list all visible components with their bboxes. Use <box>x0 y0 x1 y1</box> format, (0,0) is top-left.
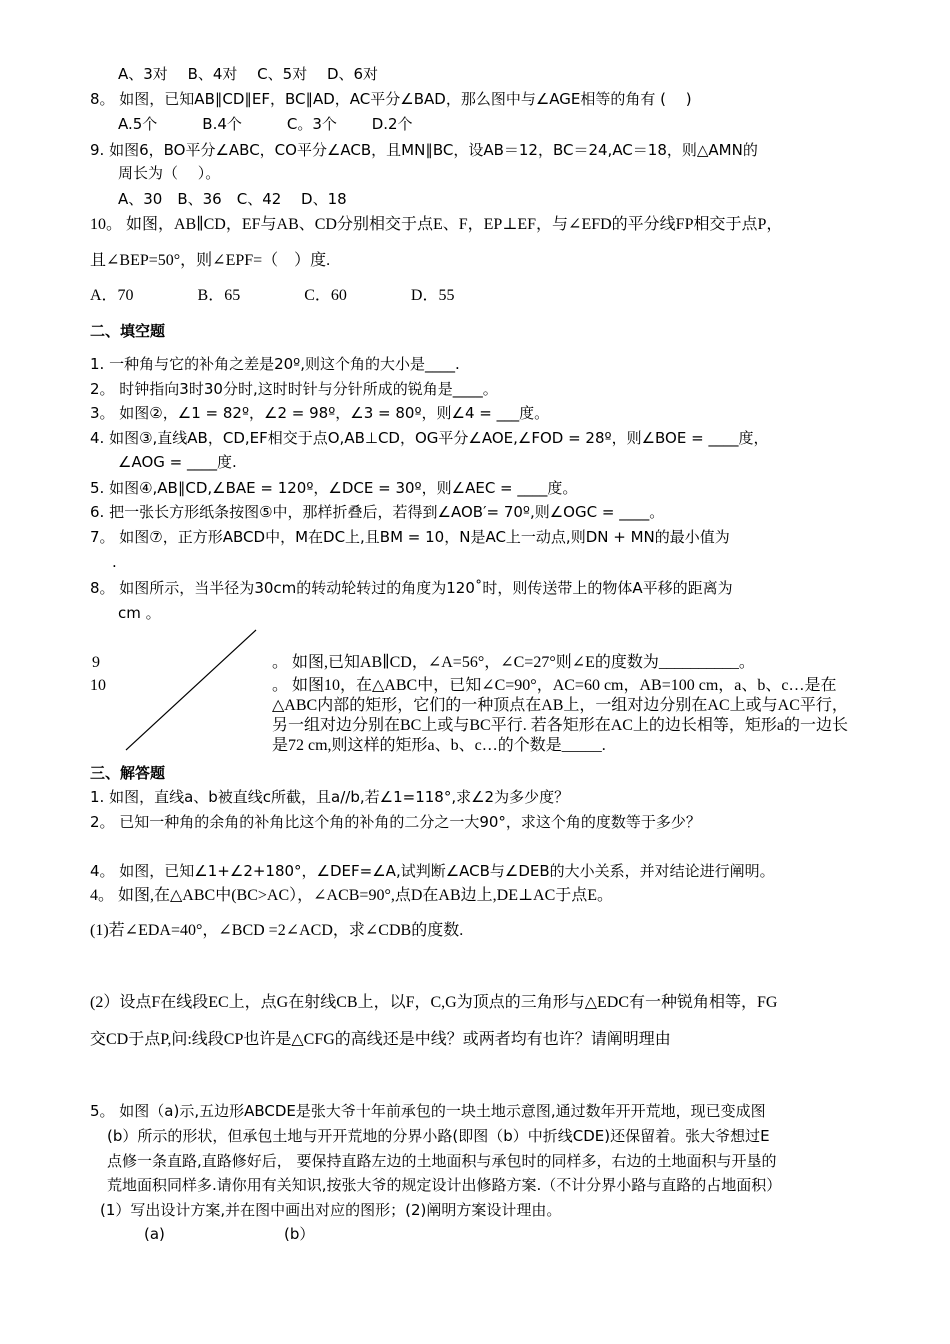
question-10-cont: 且∠BEP=50°，则∠EPF=（ ）度. <box>90 252 331 269</box>
fill-5: 5. 如图④,AB∥CD,∠BAE = 120º，∠DCE = 30º，则∠AEC = ____度。 <box>90 479 578 497</box>
fill-10-number: 10 <box>90 677 106 694</box>
answer-4b-part2: (2）设点F在线段EC上，点G在射线CB上，以F，C,G为顶点的三角形与△EDC有一种锐角相等，FG <box>90 994 778 1011</box>
figure-b-label: (b） <box>284 1225 315 1243</box>
fill-10: 。 如图10，在△ABC中，已知∠C=90°，AC=60 cm，AB=100 cm，a、b、c…是在△ABC内部的矩形，它们的一种顶点在AB上，一组对边分别在AC上或与AC平行，另一组对边分别在BC上或与BC平行. 若各矩形在AC上的边长相等，矩形a的一边长是72 cm,则这样的矩形a、b、c…的个数是_____. <box>272 677 849 754</box>
section-answer-title: 三、解答题 <box>90 764 166 782</box>
fill-9: 。 如图,已知AB∥CD，∠A=56°，∠C=27°则∠E的度数为__________。 <box>272 654 755 671</box>
fill-7-cont: . <box>112 553 117 571</box>
answer-5-line5: (1）写出设计方案,并在图中画出对应的图形；(2)阐明方案设计理由。 <box>100 1201 562 1219</box>
question-9-cont: 周长为（ ）。 <box>118 164 221 182</box>
fill-3: 3。 如图②，∠1 = 82º，∠2 = 98º，∠3 = 80º，则∠4 = ___度。 <box>90 404 550 422</box>
fill-2: 2。 时钟指向3时30分时,这时时针与分针所成的锐角是____。 <box>90 380 498 398</box>
answer-4a: 4。 如图，已知∠1+∠2+180°，∠DEF=∠A,试判断∠ACB与∠DEB的大小关系，并对结论进行阐明。 <box>90 862 775 880</box>
answer-5-line3: 点修一条直路,直路修好后， 要保持直路左边的土地面积与承包时的同样多，右边的土地面积与开垦的 <box>107 1152 777 1170</box>
question-8: 8。 如图，已知AB∥CD∥EF，BC∥AD，AC平分∠BAD，那么图中与∠AGE相等的角有 ( ) <box>90 90 692 108</box>
diagonal-line-figure <box>118 628 288 753</box>
answer-5: 5。 如图（a)示,五边形ABCDE是张大爷十年前承包的一块土地示意图,通过数年开开荒地，现已变成图 <box>90 1102 766 1120</box>
fill-4: 4. 如图③,直线AB，CD,EF相交于点O,AB⊥CD，OG平分∠AOE,∠FOD = 28º，则∠BOE = ____度， <box>90 429 769 447</box>
answer-5-line4: 荒地面积同样多.请你用有关知识,按张大爷的规定设计出修路方案.（不计分界小路与直路的占地面积） <box>107 1176 782 1194</box>
fill-6: 6. 把一张长方形纸条按图⑤中，那样折叠后，若得到∠AOB′= 70º,则∠OGC = ____。 <box>90 503 665 521</box>
fill-9-number: 9 <box>92 654 100 671</box>
q10-options: A．70 B．65 C．60 D．55 <box>90 287 455 304</box>
fill-4-cont: ∠AOG = ____度. <box>118 453 237 471</box>
answer-2: 2。 已知一种角的余角的补角比这个角的补角的二分之一大90°，求这个角的度数等于多少？ <box>90 813 701 831</box>
q8-options: A.5个 B.4个 C。3个 D.2个 <box>118 115 413 133</box>
question-10: 10。 如图，AB∥CD，EF与AB、CD分别相交于点E、F，EP⊥EF，与∠EFD的平分线FP相交于点P， <box>90 216 783 233</box>
fill-7: 7。 如图⑦，正方形ABCD中，M在DC上,且BM = 10，N是AC上一动点,则DN + MN的最小值为 <box>90 528 730 546</box>
fill-8: 8。 如图所示，当半径为30cm的转动轮转过的角度为120˚时，则传送带上的物体A平移的距离为 <box>90 579 733 597</box>
figure-a-label: (a) <box>144 1225 165 1243</box>
section-fill-in-title: 二、填空题 <box>90 322 166 340</box>
answer-4b-part1: (1)若∠EDA=40°，∠BCD =2∠ACD，求∠CDB的度数. <box>90 922 464 939</box>
answer-4b-part2-cont: 交CD于点P,问:线段CP也许是△CFG的高线还是中线？或两者均有也许？请阐明理由 <box>90 1031 671 1048</box>
q9-options: A、30 B、36 C、42 D、18 <box>118 190 347 208</box>
answer-4b: 4。 如图,在△ABC中(BC>AC），∠ACB=90°,点D在AB边上,DE⊥AC于点E。 <box>90 887 614 904</box>
answer-1: 1. 如图，直线a、b被直线c所截，且a//b,若∠1=118°,求∠2为多少度？ <box>90 788 570 806</box>
answer-5-line2: (b）所示的形状，但承包土地与开开荒地的分界小路(即图（b）中折线CDE)还保留着。张大爷想过E <box>107 1127 770 1145</box>
fill-8-cont: cm 。 <box>118 604 161 622</box>
fill-1: 1. 一种角与它的补角之差是20º,则这个角的大小是____. <box>90 355 460 373</box>
q7-options: A、3对 B、4对 C、5对 D、6对 <box>118 65 379 83</box>
question-9: 9. 如图6，BO平分∠ABC，CO平分∠ACB，且MN∥BC，设AB＝12，BC＝24,AC＝18，则△AMN的 <box>90 141 758 159</box>
